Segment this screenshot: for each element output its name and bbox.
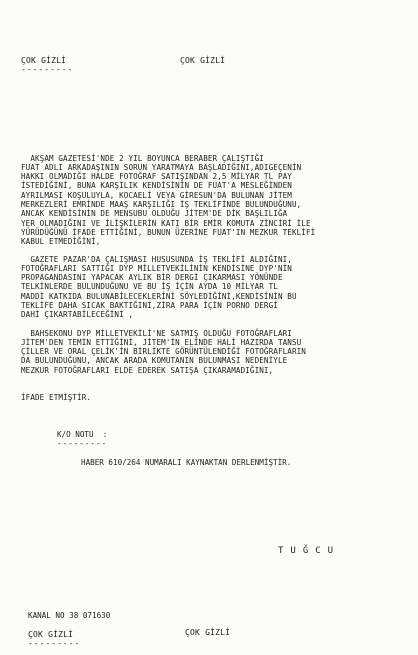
paragraph-4 <box>21 374 406 420</box>
text-line: YÜRÜDÜĞÜNÜ İFADE ETTİĞİNİ, BUNUN ÜZERİNE FUAT'IN MEZKUR TEKLİFİ <box>21 227 316 237</box>
text-line: ANCAK KENDİSİNİN DE MENSUBU OLDUĞU JİTEM'DE DİK BAŞLILIĞA <box>21 209 288 219</box>
text-line: YER OLMADIĞINI VE İLİŞKİLERİN KATI BİR EMİR KOMUTA ZİNCİRİ İLE <box>21 218 311 228</box>
text-line: HAKKI OLMADIĞI HALDE FOTOĞRAF SATIŞINDAN 2,5 MİLYAR TL PAY <box>21 172 292 182</box>
header-classification-right: ÇOK GİZLİ <box>180 56 226 65</box>
note-label: K/O NOTU : <box>57 430 108 439</box>
signature: TUĞCU <box>278 546 341 556</box>
text-line: GAZETE PAZAR'DA ÇALIŞMASI HUSUSUNDA İŞ TEKLİFİ ALDIĞINI, <box>21 254 292 264</box>
text-line: AYRILMASI KOŞULUYLA, KOCAELİ VEYA GİRESUN'DA BULUNAN JİTEM <box>21 190 292 200</box>
header-dashes-left: --------- <box>21 65 74 74</box>
header-classification-left: ÇOK GİZLİ <box>21 56 67 65</box>
paragraph-3-lines <box>21 329 406 375</box>
paragraph-4-lines <box>21 393 406 402</box>
note-dashes: --------- <box>57 439 108 448</box>
footer-classification-right: ÇOK GİZLİ <box>185 628 231 637</box>
text-line: TELKİNLERDE BULUNDUĞUNU VE BU İŞ İÇİN AYDA 10 MİLYAR TL <box>21 282 278 292</box>
text-line: MEZKUR FOTOĞRAFLARI ELDE EDEREK SATIŞA ÇIKARAMADIĞINI, <box>21 365 274 375</box>
text-line: PROPAGANDASINI YAPACAK AYLIK BİR DERGİ ÇIKARMASI YÖNÜNDE <box>21 273 283 283</box>
footer-classification-left: ÇOK GİZLİ <box>28 630 74 639</box>
text-line: KABUL ETMEDİĞİNİ, <box>21 237 101 247</box>
channel-number: KANAL NO 38 071630 <box>28 611 111 620</box>
text-line: ÇİLLER VE ORAL ÇELİK'İN BİRLİKTE GÖRÜNTÜLENDİĞİ FOTOĞRAFLARIN <box>21 347 306 357</box>
text-line: JİTEM'DEN TEMİN ETTİĞİNİ, JİTEM'İN ELİNDE HALİ HAZIRDA TANSU <box>21 337 302 347</box>
text-line: AKŞAM GAZETESİ'NDE 2 YIL BOYUNCA BERABER ÇALIŞTIĞI <box>21 153 264 163</box>
text-line: FUAT ADLI ARKADAŞININ SORUN YARATMAYA BAŞLADIĞINI,ADIGEÇENİN <box>21 162 302 172</box>
text-line: BAHSEKONU DYP MİLLETVEKİLİ'NE SATMIŞ OLDUĞU FOTOĞRAFLARI <box>21 328 292 338</box>
text-line: MERKEZLERİ EMRİNDE MAAŞ KARŞILIĞI İŞ TEKLİFİNDE BULUNDUĞUNU, <box>21 200 302 210</box>
note-text: HABER 610/264 NUMARALI KAYNAKTAN DERLENMİŞTİR. <box>81 458 292 467</box>
text-line: DA BULUNDUĞUNU, ANCAK ARADA KOMUTANIN BULUNMASI NEDENİYLE <box>21 356 288 366</box>
text-line: İFADE ETMİŞTİR. <box>21 392 92 402</box>
footer-dashes-left: --------- <box>28 639 81 648</box>
paragraph-1-lines <box>21 154 406 247</box>
text-line: İSTEDİĞİNİ, BUNA KARŞILIK KENDİSİNİN DE FUAT'A MESLEĞİNDEN <box>21 181 292 191</box>
text-line: DAHİ ÇIKARTABİLECEĞİNİ , <box>21 310 134 320</box>
text-line: TEKLİFE DAHA SICAK BAKTIĞINI,ZİRA PARA İÇİN PORNO DERGİ <box>21 301 278 311</box>
text-line: MADDİ KATKIDA BULUNABİLECEKLERİNİ SÖYLEDİĞİNİ,KENDİSİNİN BU <box>21 291 297 301</box>
text-line: FOTOĞRAFLARI SATTIĞI DYP MİLLETVEKİLİNİN KENDİSİNE DYP'NİN <box>21 263 292 273</box>
